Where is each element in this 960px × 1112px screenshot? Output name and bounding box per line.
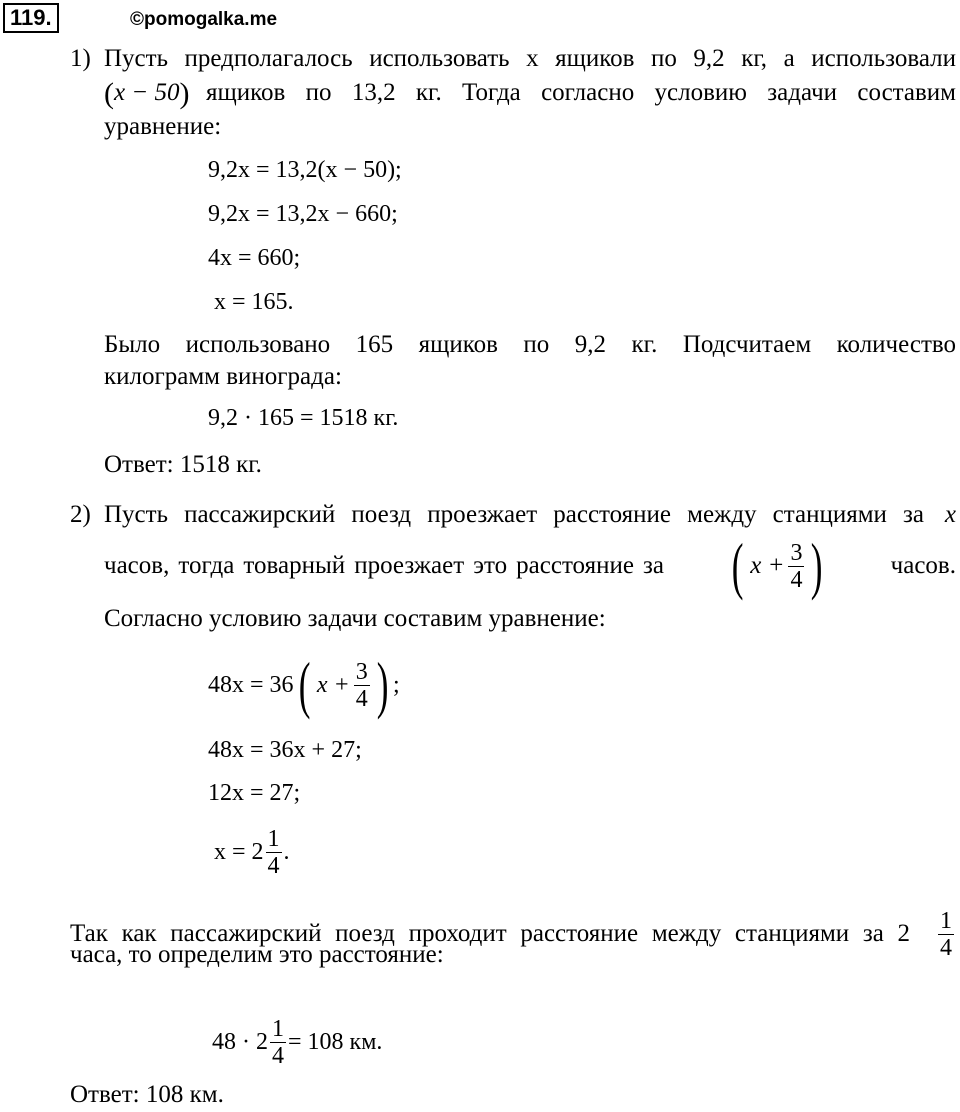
part2-line2-text: часов, тогда товарный проезжает это расстояние за [104,552,664,579]
part2-line2 [104,530,956,601]
part1-calc: 9,2 · 165 = 1518 кг. [208,405,399,431]
part2-line4-text: Так как пассажирский поезд проходит расстояние между станциями за 2 [70,920,910,947]
part2-marker: 2) [70,501,91,528]
part2-line2-expr: ( x + $\frac{3}{4}$ ) [731,530,823,601]
part2-line1-var: x [944,501,956,528]
part1-eq2: 9,2x = 13,2x − 660; [208,201,398,227]
part1-line3: уравнение: [104,113,222,140]
part1-line5: килограмм винограда: [104,363,342,390]
part1-line2-expr: (x − 50) [104,77,190,110]
part2-eq2: 48x = 36x + 27; [208,737,362,763]
part2-line1-text: Пусть пассажирский поезд проезжает расстояние между станциями за [104,501,924,528]
part1-line4: Было использовано 165 ящиков по 9,2 кг. Подсчитаем количество [104,331,956,358]
part2-line2-end: часов. [890,552,956,579]
part1-line2-text: ящиков по 13,2 кг. Тогда согласно условию задачи составим [206,79,956,106]
problem-number: 119. [3,3,59,33]
part2-line3: Согласно условию задачи составим уравнение: [104,605,606,632]
part2-calc: 48 · 2 $\frac{1}{4}$ = 108 км. [212,1015,383,1069]
part2-eq1: 48x = 36 ( x + $\frac{3}{4}$ ) ; [208,649,400,720]
part2-answer: Ответ: 108 км. [70,1081,224,1108]
part1-line1: Пусть предполагалось использовать x ящиков по 9,2 кг, а использовали [104,45,956,72]
part1-eq3: 4x = 660; [208,245,301,271]
fraction: $\frac{1}{4}$ [940,907,952,961]
part2-line1 [104,500,956,530]
fraction: $\frac{3}{4}$ [790,539,803,593]
part1-marker: 1) [70,45,91,72]
part1-answer: Ответ: 1518 кг. [104,451,262,478]
part2-eq3: 12x = 27; [208,780,301,806]
part1-eq1: 9,2x = 13,2(x − 50); [208,157,402,183]
part2-line5: часа, то определим это расстояние: [70,941,444,968]
part2-eq4: x = 2 $\frac{1}{4}$ . [214,825,290,879]
fraction: $\frac{3}{4}$ [355,658,368,712]
part1-eq4: x = 165. [214,289,294,315]
part1-line2 [104,78,956,109]
watermark: ©pomogalka.me [130,9,278,30]
fraction: $\frac{1}{4}$ [272,1015,284,1069]
fraction: $\frac{1}{4}$ [267,825,280,879]
